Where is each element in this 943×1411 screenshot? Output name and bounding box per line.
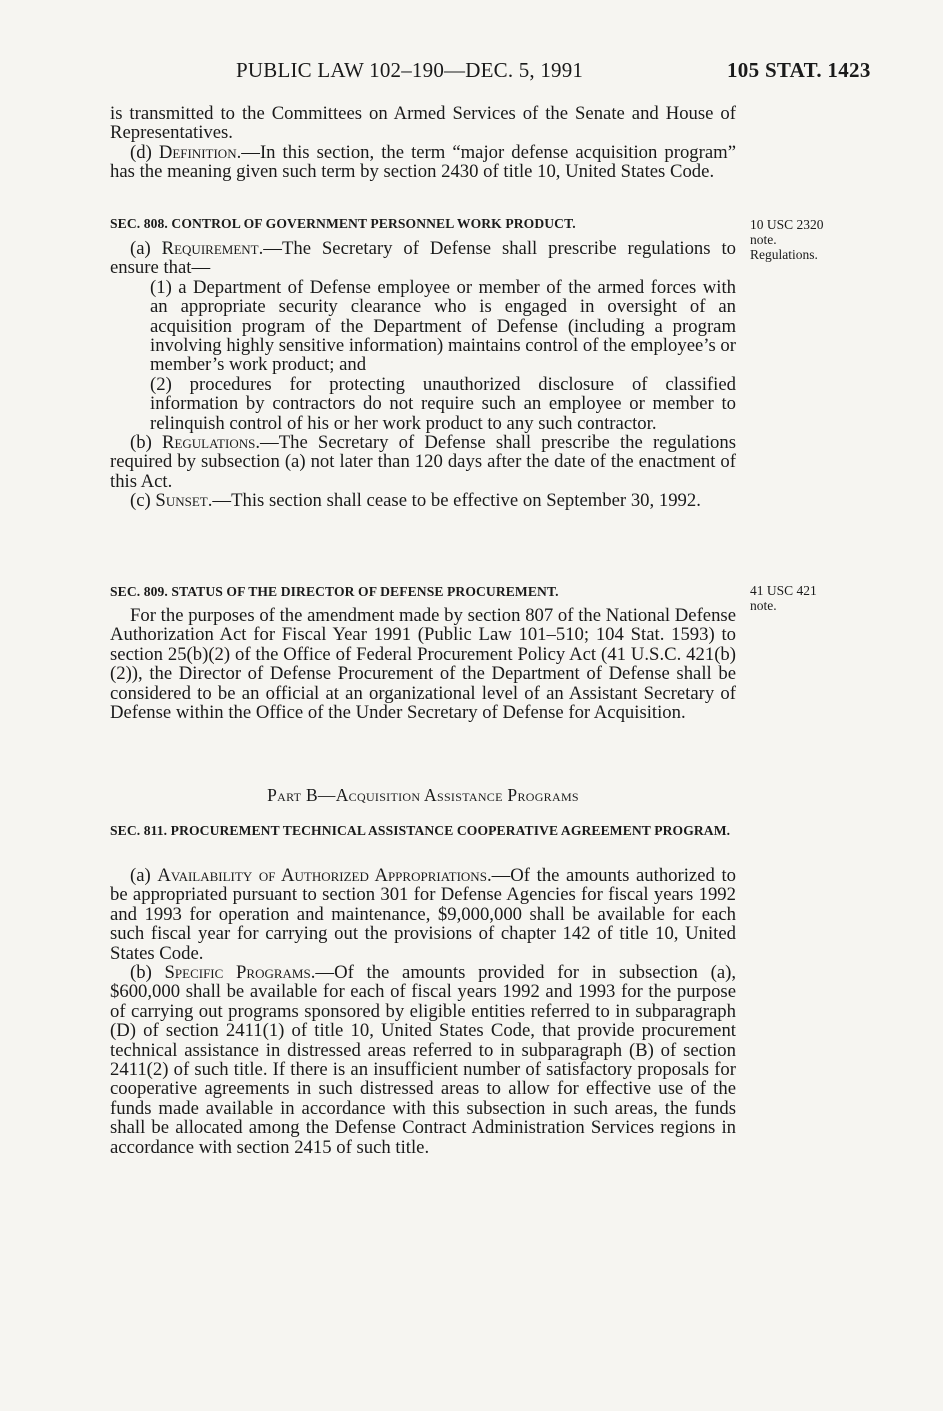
page-reference: 105 STAT. 1423 bbox=[727, 58, 871, 82]
subsection-heading: Regulations bbox=[161, 432, 256, 454]
section-809-heading: SEC. 809. STATUS OF THE DIRECTOR OF DEFENSE PROCUREMENT. bbox=[110, 584, 559, 599]
subsection-a-requirement bbox=[110, 239, 736, 278]
subsection-text: .—The Secretary of Defense shall prescribe regulations to ensure that— bbox=[110, 238, 736, 279]
sidenote-line: note. bbox=[750, 598, 777, 613]
section-808-heading: SEC. 808. CONTROL OF GOVERNMENT PERSONNEL WORK PRODUCT. bbox=[110, 216, 576, 231]
section-809-paragraph: For the purposes of the amendment made by section 807 of the National Defense Authorization Act for Fiscal Year 1991 (Public Law 101–510; 104 Stat. 1593) to section 25(b)(2) of the Office of Federal Procurement Policy Act (41 U.S.C. 421(b)(2)), the Director of Defense Procurement of the Department of Defense shall be considered to be an official at an organizational level of an Assistant Secretary of Defense within the Office of the Under Secretary of Defense for Acquisition. bbox=[110, 605, 736, 724]
paragraph-2-text: (2) procedures for protecting unauthorized disclosure of classified information by contractors do not require such an employee or member to relinquish control of his or her work product to any such contractor. bbox=[150, 373, 736, 434]
sidenote-line: note. bbox=[750, 232, 777, 247]
subsection-heading: Definition bbox=[158, 141, 237, 163]
continuation-paragraph: is transmitted to the Committees on Armed Services of the Senate and House of Representatives. bbox=[110, 103, 736, 144]
subsection-text: .—This section shall cease to be effective on September 30, 1992. bbox=[207, 490, 701, 512]
subsection-label: (a) bbox=[130, 865, 158, 886]
subsection-text: .—In this section, the term “major defense acquisition program” has the meaning given such term by section 2430 of title 10, United States Code. bbox=[110, 141, 736, 183]
sidenote-line: 10 USC 2320 bbox=[750, 217, 824, 232]
sidenote-line: 41 USC 421 bbox=[750, 583, 817, 598]
subsection-d-definition bbox=[110, 143, 736, 182]
subsection-text: .—Of the amounts authorized to be appropriated pursuant to section 301 for Defense Agencies for fiscal years 1992 and 1993 for operation and maintenance, $9,000,000 shall be available for each such fiscal year for carrying out the provisions of chapter 142 of title 10, United States Code. bbox=[110, 865, 737, 964]
paragraph-1 bbox=[110, 278, 736, 375]
section-808-body bbox=[110, 239, 736, 511]
subsection-b-regulations bbox=[110, 433, 736, 491]
section-811-body bbox=[110, 866, 736, 1157]
subsection-label: (a) bbox=[130, 238, 162, 259]
section-809-body bbox=[110, 606, 736, 722]
running-header-title: PUBLIC LAW 102–190—DEC. 5, 1991 bbox=[236, 58, 584, 82]
subsection-label: (b) bbox=[130, 962, 165, 984]
paragraph-1-text: (1) a Department of Defense employee or member of the armed forces with an appropriate security clearance who is engaged in oversight of an acquisition program of the Department of Defense (including a program involving highly sensitive information) maintains control of the employee’s or member’s work product; and bbox=[150, 276, 736, 376]
subsection-b-specific-programs bbox=[110, 963, 736, 1157]
sidenote-line: Regulations. bbox=[750, 247, 818, 262]
subsection-label: (d) bbox=[130, 141, 159, 163]
section-811-heading: SEC. 811. PROCUREMENT TECHNICAL ASSISTANCE COOPERATIVE AGREEMENT PROGRAM. bbox=[110, 823, 731, 838]
subsection-heading: Requirement bbox=[161, 238, 259, 259]
subsection-a-availability bbox=[110, 866, 736, 963]
sidenote-809-citation bbox=[750, 583, 817, 613]
subsection-heading: Availability of Authorized Appropriations bbox=[157, 865, 487, 886]
subsection-heading: Specific Programs bbox=[164, 962, 311, 984]
subsection-label: (b) bbox=[130, 432, 162, 454]
sidenote-808-citation bbox=[750, 217, 824, 262]
section-807-continuation bbox=[110, 104, 736, 182]
subsection-text: .—The Secretary of Defense shall prescribe the regulations required by subsection (a) not later than 120 days after the date of the enactment of this Act. bbox=[110, 432, 736, 492]
subsection-text: .—Of the amounts provided for in subsection (a), $600,000 shall be available for each of fiscal years 1992 and 1993 for the purpose of carrying out programs sponsored by eligible entities referred to in subparagraph (D) of section 2411(1) of title 10, United States Code, that provide procurement technical assistance in distressed areas referred to in subparagraph (B) of section 2411(2) of such title. If there is an insufficient number of satisfactory proposals for cooperative agreements in such distressed areas to allow for effective use of the funds made available in accordance with this subsection in such areas, the funds shall be allocated among the Defense Contract Administration Services regions in accordance with section 2415 of such title. bbox=[110, 962, 737, 1158]
subsection-heading: Sunset bbox=[155, 490, 208, 512]
paragraph-2 bbox=[110, 375, 736, 433]
subsection-c-sunset bbox=[110, 491, 736, 510]
part-b-heading: Part B—Acquisition Assistance Programs bbox=[267, 785, 579, 805]
subsection-label: (c) bbox=[130, 490, 156, 512]
